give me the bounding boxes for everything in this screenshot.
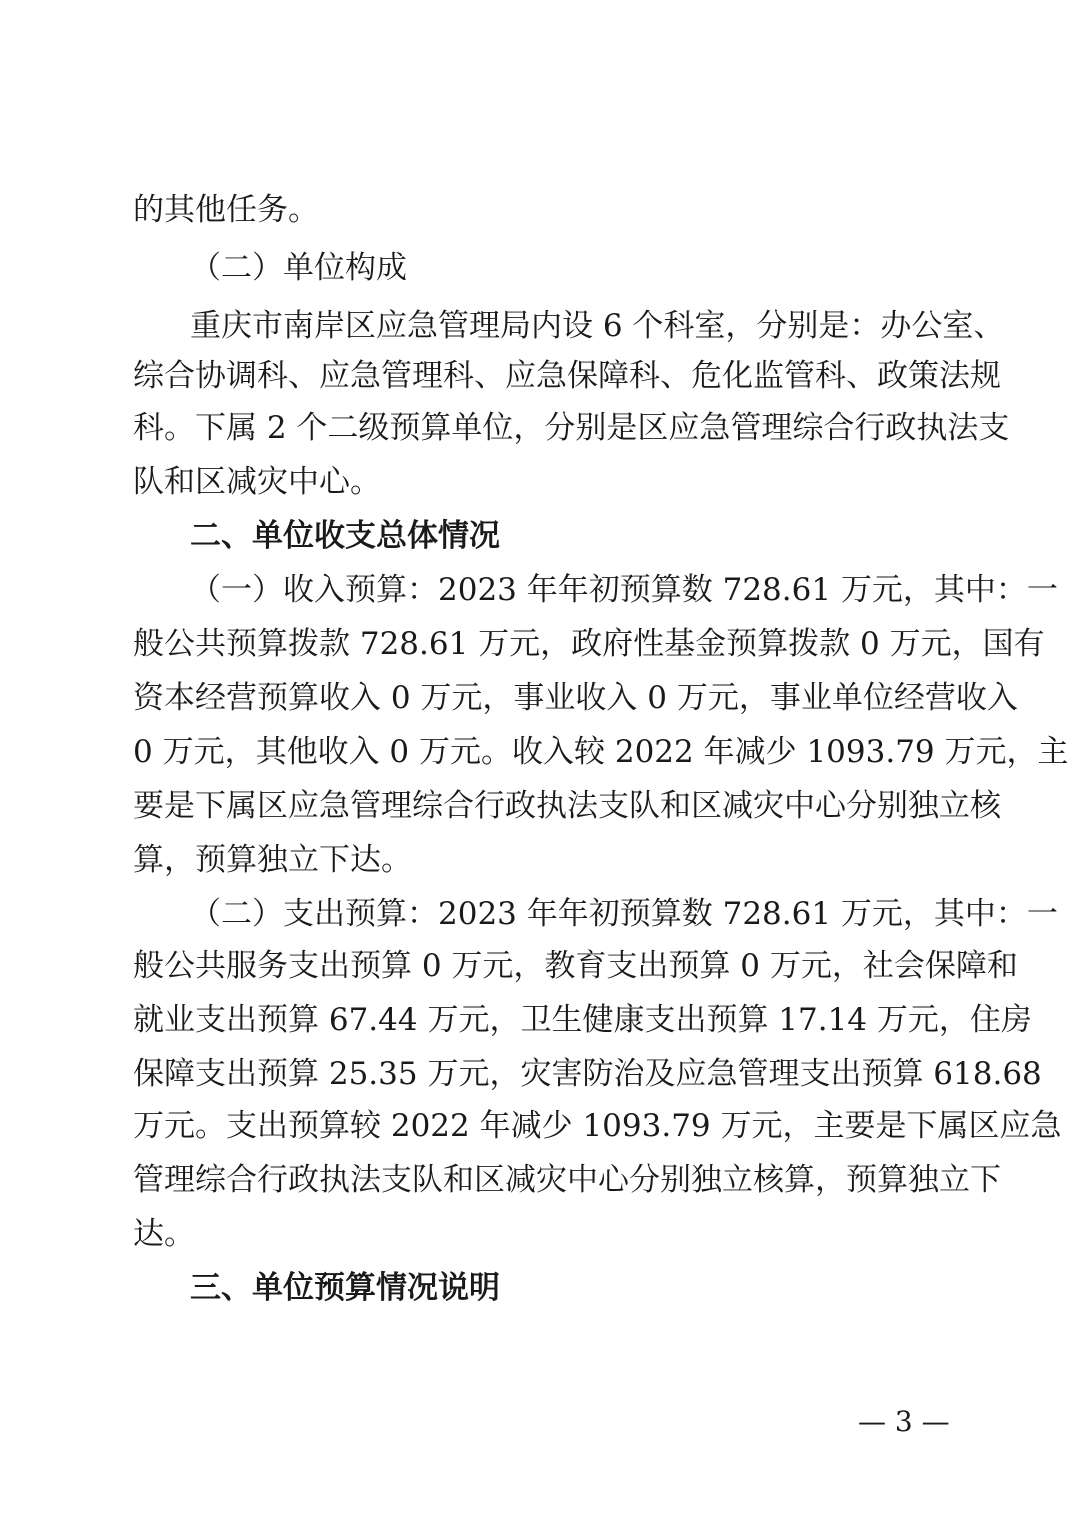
paragraph-line: 资本经营预算收入 0 万元，事业收入 0 万元，事业单位经营收入 [133, 680, 1018, 716]
paragraph-line: 科。下属 2 个二级预算单位，分别是区应急管理综合行政执法支 [133, 410, 1010, 446]
paragraph-line: 要是下属区应急管理综合行政执法支队和区减灾中心分别独立核 [133, 788, 1001, 824]
paragraph-line: 的其他任务。 [133, 192, 319, 228]
paragraph-line: 综合协调科、应急管理科、应急保障科、危化监管科、政策法规 [133, 358, 1001, 394]
paragraph-line: 般公共预算拨款 728.61 万元，政府性基金预算拨款 0 万元，国有 [133, 626, 1045, 662]
section-heading-revenue-expenditure: 二、单位收支总体情况 [190, 518, 500, 554]
paragraph-line: 达。 [133, 1216, 195, 1252]
page-number: — 3 — [858, 1405, 950, 1438]
paragraph-line: 就业支出预算 67.44 万元，卫生健康支出预算 17.14 万元，住房 [133, 1002, 1032, 1038]
paragraph-line: 0 万元，其他收入 0 万元。收入较 2022 年减少 1093.79 万元，主 [133, 734, 1069, 770]
paragraph-line: 算，预算独立下达。 [133, 842, 412, 878]
paragraph-line: 队和区减灾中心。 [133, 464, 381, 500]
paragraph-line: 般公共服务支出预算 0 万元，教育支出预算 0 万元，社会保障和 [133, 948, 1018, 984]
paragraph-line: 重庆市南岸区应急管理局内设 6 个科室，分别是：办公室、 [190, 308, 1005, 344]
paragraph-line: 保障支出预算 25.35 万元，灾害防治及应急管理支出预算 618.68 [133, 1056, 1042, 1092]
paragraph-line: 管理综合行政执法支队和区减灾中心分别独立核算，预算独立下 [133, 1162, 1001, 1198]
section-heading-budget-description: 三、单位预算情况说明 [190, 1270, 500, 1306]
paragraph-line: （二）支出预算：2023 年年初预算数 728.61 万元，其中：一 [190, 896, 1058, 932]
paragraph-line: （一）收入预算：2023 年年初预算数 728.61 万元，其中：一 [190, 572, 1058, 608]
paragraph-line: 万元。支出预算较 2022 年减少 1093.79 万元，主要是下属区应急 [133, 1108, 1062, 1144]
subheading-unit-composition: （二）单位构成 [190, 250, 407, 286]
